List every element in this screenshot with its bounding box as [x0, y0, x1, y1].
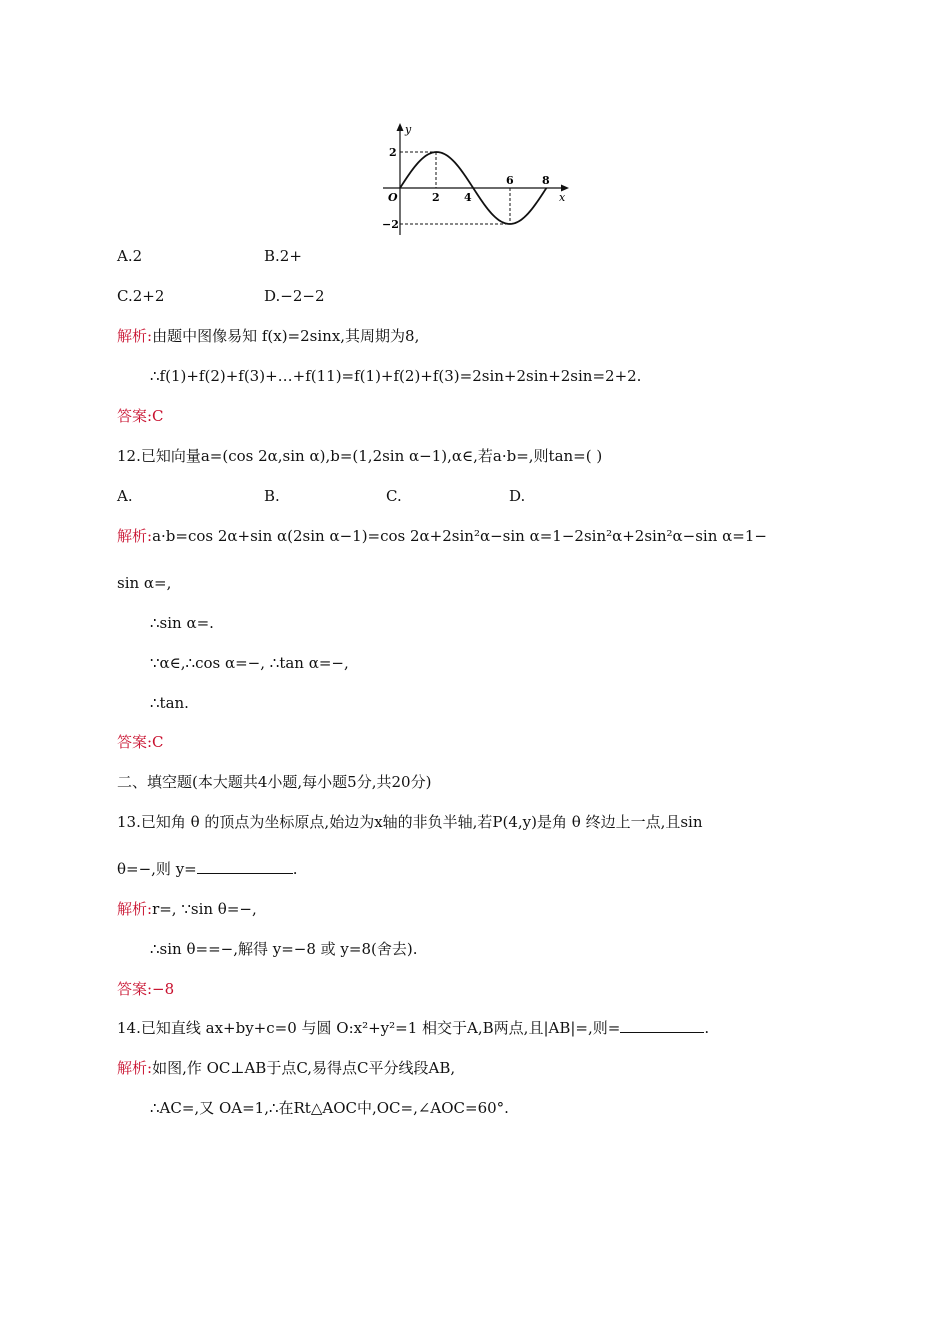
analysis-label: 解析: — [117, 327, 153, 345]
q11-option-a: A.2 — [117, 247, 143, 265]
q13-stem-1: 13.已知角 θ 的顶点为坐标原点,始边为x轴的非负半轴,若P(4,y)是角 θ 终边上一点,且sin — [117, 813, 703, 831]
q13-answer: 答案:−8 — [117, 980, 175, 998]
q14-analysis-2: ∴AC=,又 OA=1,∴在Rt△AOC中,OC=,∠AOC=60°. — [150, 1099, 509, 1117]
q12-analysis-5: ∴tan. — [150, 694, 189, 712]
y-axis-label: y — [405, 123, 412, 136]
x-axis-label: x — [559, 191, 566, 204]
q13-analysis-1: 解析:r=, ∵sin θ=−, — [117, 900, 257, 918]
q11-option-b: B.2+ — [264, 247, 302, 265]
analysis-label: 解析: — [117, 1059, 153, 1077]
section-2-heading: 二、填空题(本大题共4小题,每小题5分,共20分) — [117, 773, 432, 791]
y-tick-neg2: −2 — [382, 218, 399, 231]
q14-analysis-1: 解析:如图,作 OC⊥AB于点C,易得点C平分线段AB, — [117, 1059, 456, 1077]
q12-option-d: D. — [509, 487, 526, 505]
q12-analysis-2: sin α=, — [117, 574, 172, 592]
q11-analysis-1: 解析:由题中图像易知 f(x)=2sinx,其周期为8, — [117, 327, 420, 345]
origin-label: O — [388, 191, 398, 204]
q14-answer-blank — [620, 1018, 704, 1033]
q13-answer-blank — [197, 859, 293, 874]
q12-options — [117, 486, 525, 506]
q13-stem-2: θ=−,则 y= . — [117, 860, 298, 878]
q12-stem: 12.已知向量a=(cos 2α,sin α),b=(1,2sin α−1),α∈,若a·b=,则tan=( ) — [117, 447, 603, 465]
q14-stem: 14.已知直线 ax+by+c=0 与圆 O:x²+y²=1 相交于A,B两点,且|AB|=,则= . — [117, 1019, 710, 1037]
q11-answer: 答案:C — [117, 407, 164, 425]
y-axis-arrow — [397, 123, 404, 131]
q12-analysis-1: 解析:a·b=cos 2α+sin α(2sin α−1)=cos 2α+2sin²α−sin α=1−2sin²α+2sin²α−sin α=1− — [117, 527, 767, 545]
q12-option-a: A. — [117, 487, 133, 505]
y-tick-2: 2 — [389, 146, 397, 159]
q12-answer: 答案:C — [117, 733, 164, 751]
x-tick-2: 2 — [432, 191, 440, 204]
x-tick-6: 6 — [506, 174, 514, 187]
q11-options-row-2 — [117, 286, 324, 306]
analysis-label: 解析: — [117, 527, 153, 545]
analysis-label: 解析: — [117, 900, 153, 918]
x-tick-8: 8 — [542, 174, 550, 187]
q11-option-d: D.−2−2 — [264, 287, 325, 305]
q12-analysis-4: ∵α∈,∴cos α=−, ∴tan α=−, — [150, 654, 349, 672]
q11-analysis-2: ∴f(1)+f(2)+f(3)+…+f(11)=f(1)+f(2)+f(3)=2sin+2sin+2sin=2+2. — [150, 367, 642, 385]
q12-option-c: C. — [386, 487, 402, 505]
sine-graph-figure — [378, 118, 574, 240]
x-tick-4: 4 — [464, 191, 472, 204]
q11-option-c: C.2+2 — [117, 287, 165, 305]
q11-options-row-1 — [117, 246, 302, 266]
q12-analysis-3: ∴sin α=. — [150, 614, 214, 632]
q12-option-b: B. — [264, 487, 280, 505]
q13-analysis-2: ∴sin θ==−,解得 y=−8 或 y=8(舍去). — [150, 940, 418, 958]
